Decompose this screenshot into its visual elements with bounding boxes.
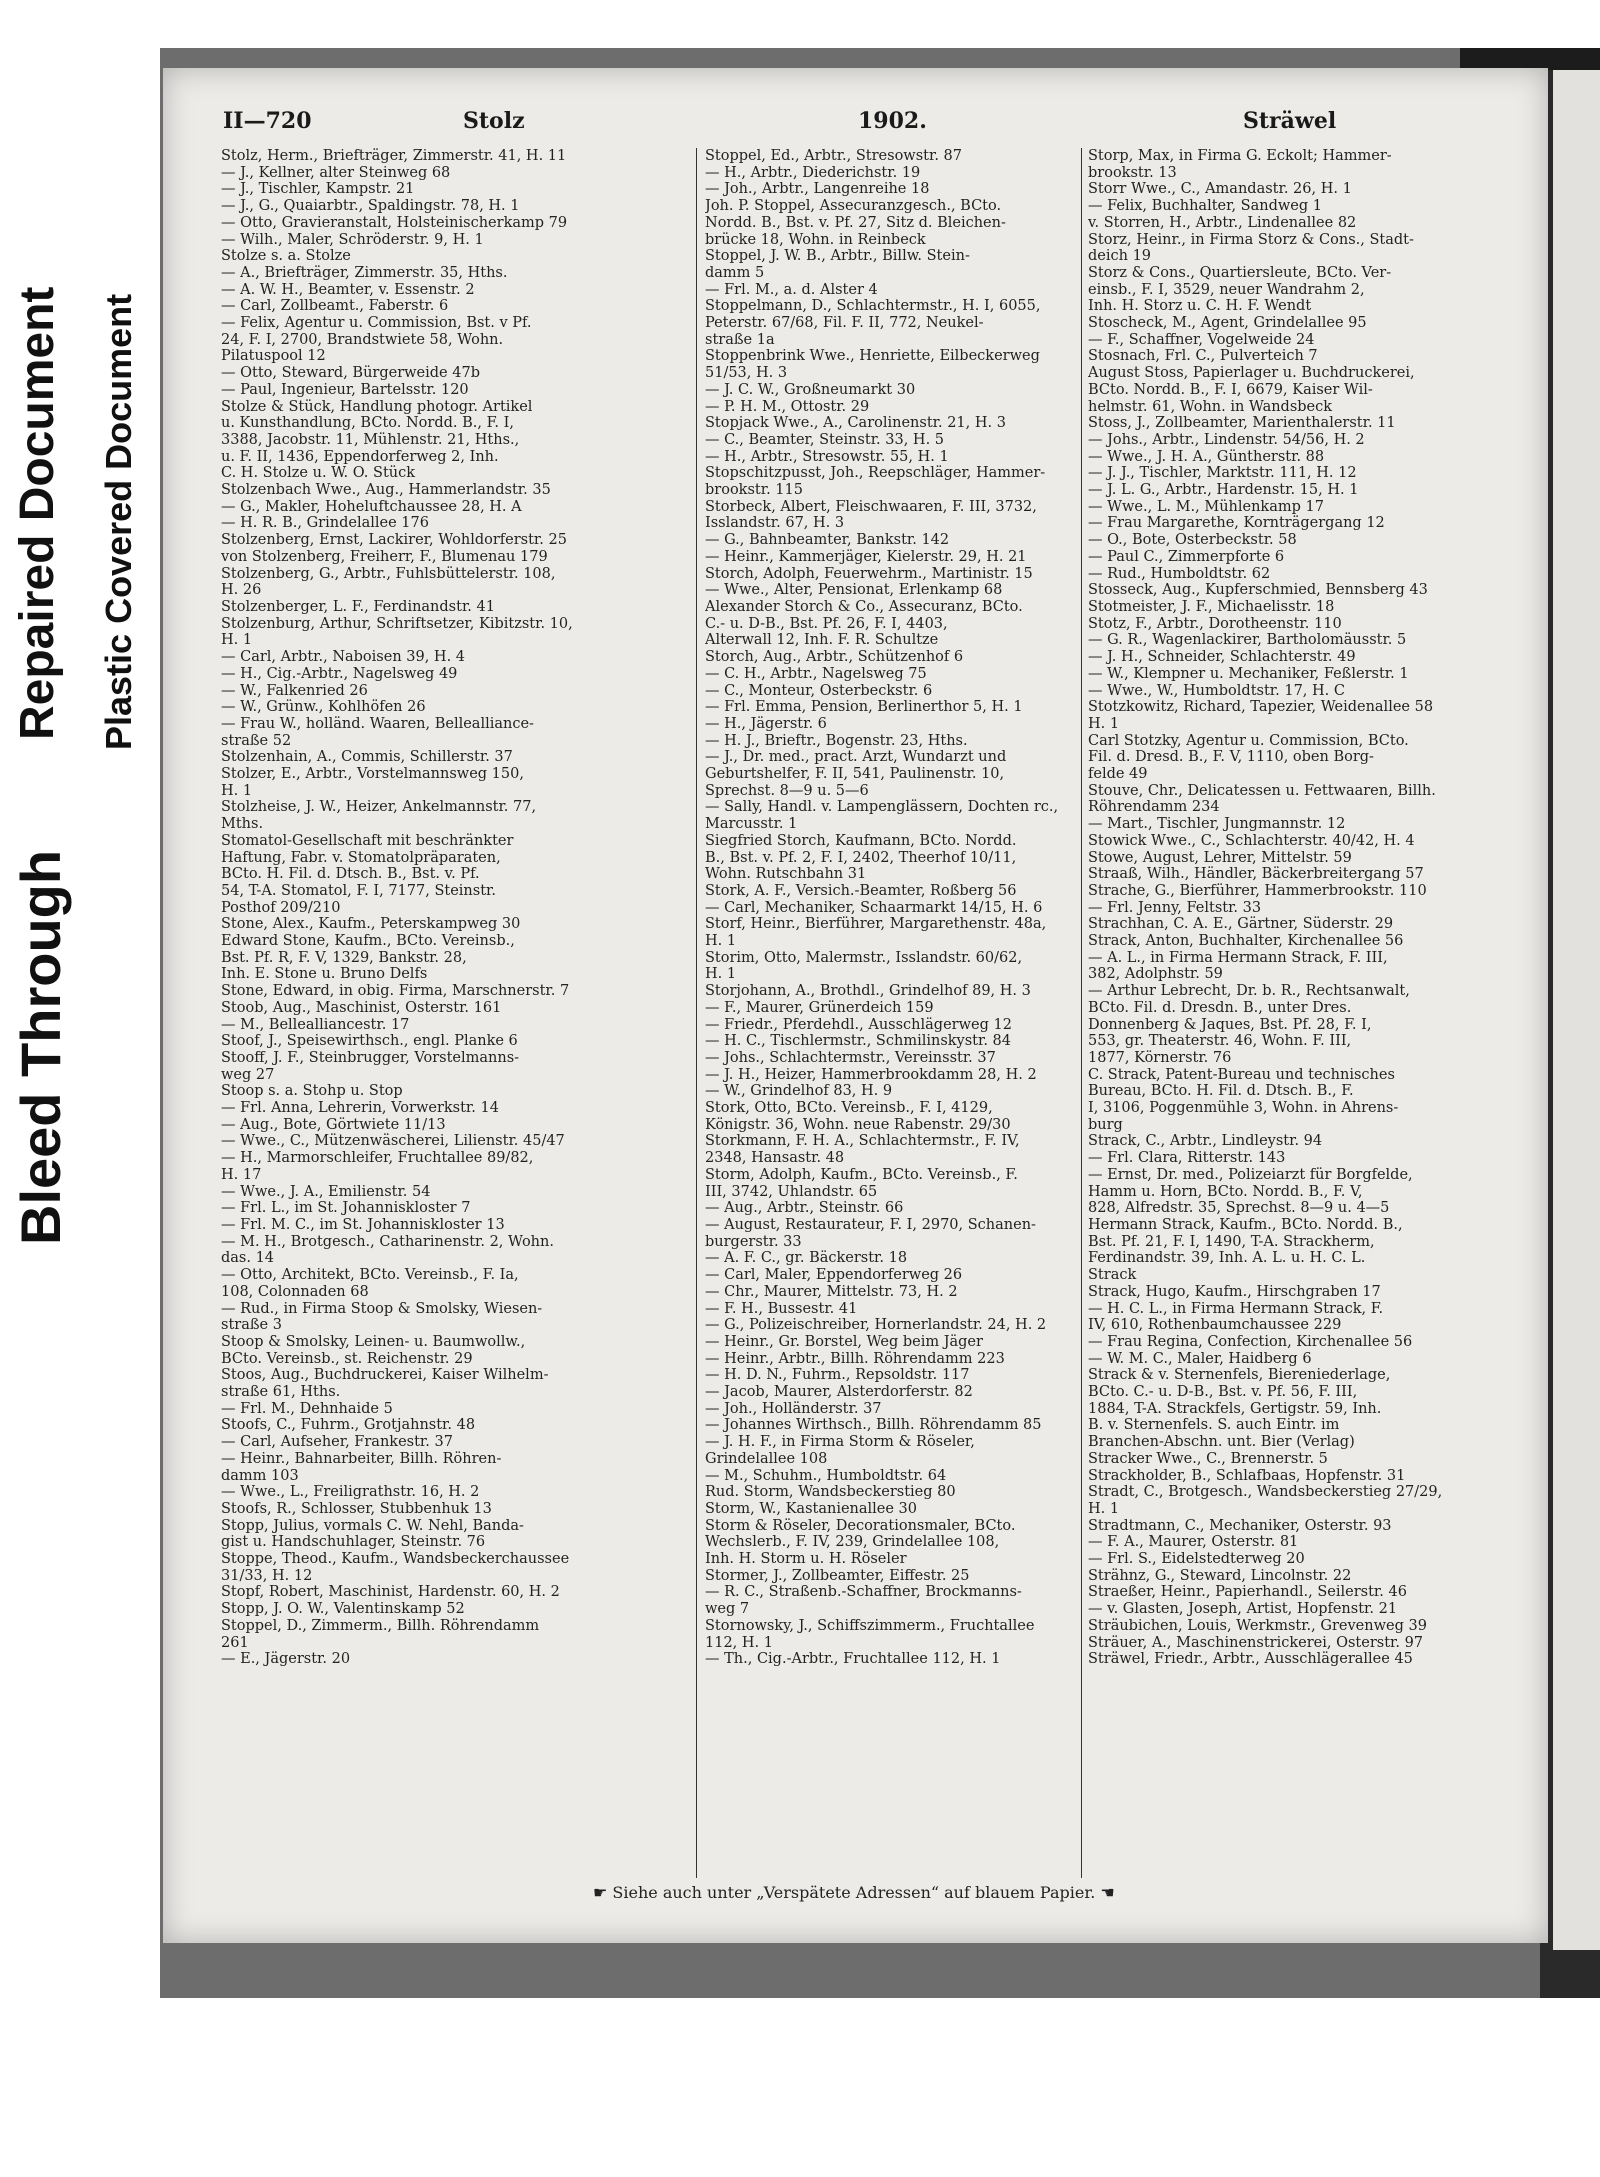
- directory-entry: Straaß, Wilh., Händler, Bäckerbreitergang 57: [1088, 866, 1424, 883]
- directory-entry: — Otto, Steward, Bürgerweide 47b: [221, 365, 480, 382]
- directory-entry: C. Strack, Patent-Bureau und technisches: [1088, 1066, 1395, 1083]
- directory-entry: Storr Wwe., C., Amandastr. 26, H. 1: [1088, 181, 1352, 198]
- directory-entry: Stolzheise, J. W., Heizer, Ankelmannstr. 77,: [221, 799, 537, 816]
- directory-entry: — J., Kellner, alter Steinweg 68: [221, 164, 451, 181]
- directory-entry: Stoppel, Ed., Arbtr., Stresowstr. 87: [705, 148, 962, 164]
- directory-entry: — Wwe., Alter, Pensionat, Erlenkamp 68: [705, 582, 1003, 599]
- directory-entry: — Johannes Wirthsch., Billh. Röhrendamm 85: [705, 1417, 1042, 1434]
- directory-entry: Stoscheck, M., Agent, Grindelallee 95: [1088, 315, 1367, 332]
- directory-entry: — J., G., Quaiarbtr., Spaldingstr. 78, H. 1: [221, 198, 520, 215]
- directory-entry: Stoop & Smolsky, Leinen- u. Baumwollw.,: [221, 1333, 526, 1350]
- directory-entry: C. H. Stolze u. W. O. Stück: [221, 465, 416, 482]
- directory-entry: — W., Klempner u. Mechaniker, Feßlerstr. 1: [1088, 665, 1409, 682]
- directory-entry: — Frl. M. C., im St. Johanniskloster 13: [221, 1217, 505, 1233]
- directory-entry: brookstr. 13: [1088, 164, 1177, 181]
- directory-entry: — C., Beamter, Steinstr. 33, H. 5: [705, 431, 945, 448]
- directory-entry: — M., Schuhm., Humboldtstr. 64: [705, 1467, 947, 1484]
- directory-entry: straße 3: [221, 1317, 282, 1334]
- directory-entry: — Felix, Agentur u. Commission, Bst. v Pf.: [221, 315, 532, 332]
- directory-entry: Stoppel, J. W. B., Arbtr., Billw. Stein-: [705, 248, 970, 265]
- directory-entry: — C. H., Arbtr., Nagelsweg 75: [705, 665, 927, 682]
- directory-entry: Strack, Anton, Buchhalter, Kirchenallee 56: [1088, 933, 1404, 950]
- directory-entry: 3388, Jacobstr. 11, Mühlenstr. 21, Hths.,: [221, 431, 520, 448]
- directory-entry: Strack, Hugo, Kaufm., Hirschgraben 17: [1088, 1283, 1381, 1300]
- directory-entry: 51/53, H. 3: [705, 365, 788, 382]
- directory-entry: — W., Grindelhof 83, H. 9: [705, 1083, 893, 1100]
- directory-entry: — A., Briefträger, Zimmerstr. 35, Hths.: [221, 264, 508, 281]
- directory-entry: Stoob, Aug., Maschinist, Osterstr. 161: [221, 999, 502, 1016]
- directory-entry: Stopschitzpusst, Joh., Reepschläger, Hammer-: [705, 465, 1046, 482]
- directory-entry: — Frl. L., im St. Johanniskloster 7: [221, 1200, 471, 1217]
- directory-entry: deich 19: [1088, 248, 1152, 265]
- directory-entry: — Paul C., Zimmerpforte 6: [1088, 548, 1285, 565]
- directory-entry: Stotz, F., Arbtr., Dorotheenstr. 110: [1088, 615, 1342, 632]
- directory-entry: — A. W. H., Beamter, v. Essenstr. 2: [221, 281, 475, 298]
- directory-entry: — J. H., Heizer, Hammerbrookdamm 28, H. 2: [705, 1066, 1037, 1083]
- directory-entry: Stornowsky, J., Schiffszimmerm., Fruchtallee: [705, 1617, 1035, 1634]
- directory-entry: — J., Tischler, Kampstr. 21: [221, 181, 415, 198]
- directory-entry: Stosnach, Frl. C., Pulverteich 7: [1088, 348, 1318, 365]
- directory-entry: BCto. C.- u. D-B., Bst. v. Pf. 56, F. III,: [1088, 1384, 1358, 1401]
- directory-entry: — Aug., Bote, Görtwiete 11/13: [221, 1116, 446, 1133]
- directory-entry: Bureau, BCto. H. Fil. d. Dtsch. B., F.: [1088, 1083, 1354, 1100]
- directory-entry: 382, Adolphstr. 59: [1088, 966, 1223, 983]
- directory-entry: — O., Bote, Osterbeckstr. 58: [1088, 532, 1297, 549]
- directory-entry: — M., Bellealliancestr. 17: [221, 1016, 410, 1033]
- directory-entry: von Stolzenberg, Freiherr, F., Blumenau 179: [221, 548, 548, 565]
- directory-entry: 108, Colonnaden 68: [221, 1283, 369, 1300]
- directory-entry: Branchen-Abschn. unt. Bier (Verlag): [1088, 1434, 1355, 1451]
- directory-entry: — Frl. M., Dehnhaide 5: [221, 1400, 393, 1417]
- directory-entry: 1877, Körnerstr. 76: [1088, 1049, 1232, 1066]
- directory-entry: Rud. Storm, Wandsbeckerstieg 80: [705, 1484, 956, 1501]
- directory-entry: Stotzkowitz, Richard, Tapezier, Weidenallee 58: [1088, 699, 1434, 716]
- directory-entry: weg 7: [705, 1601, 750, 1618]
- directory-entry: Strack, C., Arbtr., Lindleystr. 94: [1088, 1133, 1323, 1150]
- directory-entry: brookstr. 115: [705, 482, 803, 499]
- directory-entry: — J. H., Schneider, Schlachterstr. 49: [1088, 649, 1356, 666]
- directory-entry: Joh. P. Stoppel, Assecuranzgesch., BCto.: [705, 198, 1002, 215]
- directory-entry: straße 61, Hths.: [221, 1384, 341, 1401]
- directory-entry: helmstr. 61, Wohn. in Wandsbeck: [1088, 398, 1333, 415]
- directory-entry: — R. C., Straßenb.-Schaffner, Brockmanns-: [705, 1584, 1022, 1601]
- directory-entry: — Frl. Anna, Lehrerin, Vorwerkstr. 14: [221, 1100, 499, 1117]
- directory-entry: Stomatol-Gesellschaft mit beschränkter: [221, 832, 514, 849]
- directory-entry: — Wwe., W., Humboldtstr. 17, H. C: [1088, 682, 1345, 699]
- directory-entry: I, 3106, Poggenmühle 3, Wohn. in Ahrens-: [1088, 1100, 1399, 1117]
- plastic-covered-label: Plastic Covered Document: [98, 293, 139, 750]
- directory-entry: Storm & Röseler, Decorationsmaler, BCto.: [705, 1517, 1016, 1534]
- directory-entry: Straeßer, Heinr., Papierhandl., Seilerstr. 46: [1088, 1584, 1407, 1601]
- directory-entry: C.- u. D-B., Bst. Pf. 26, F. I, 4403,: [705, 615, 948, 632]
- directory-entry: H. 1: [1088, 1500, 1120, 1517]
- directory-entry: Wechslerb., F. IV, 239, Grindelallee 108,: [705, 1534, 1000, 1551]
- directory-entry: Strackholder, B., Schlafbaas, Hopfenstr. 31: [1088, 1467, 1406, 1484]
- directory-entry: Siegfried Storch, Kaufmann, BCto. Nordd.: [705, 832, 1017, 849]
- directory-entry: Stopp, J. O. W., Valentinskamp 52: [221, 1601, 465, 1618]
- directory-entry: H. 1: [221, 782, 253, 799]
- top-margin-strip: [0, 0, 1600, 48]
- directory-entry: — M. H., Brotgesch., Catharinenstr. 2, Wohn.: [221, 1233, 554, 1250]
- directory-entry: — H., Cig.-Arbtr., Nagelsweg 49: [221, 665, 458, 682]
- directory-entry: Stone, Edward, in obig. Firma, Marschnerstr. 7: [221, 983, 570, 1000]
- directory-entry: — H. J., Brieftr., Bogenstr. 23, Hths.: [705, 732, 968, 749]
- directory-entry: Stowick Wwe., C., Schlachterstr. 40/42, H. 4: [1088, 832, 1415, 849]
- directory-entry: Stolzenberger, L. F., Ferdinandstr. 41: [221, 598, 495, 615]
- directory-entry: Strack: [1088, 1267, 1137, 1284]
- directory-entry: BCto. H. Fil. d. Dtsch. B., Bst. v. Pf.: [221, 866, 480, 883]
- directory-entry: damm 103: [221, 1467, 299, 1484]
- directory-entry: Posthof 209/210: [221, 899, 341, 916]
- directory-entry: Fil. d. Dresd. B., F. V, 1110, oben Borg-: [1088, 749, 1374, 766]
- directory-entry: Königstr. 36, Wohn. neue Rabenstr. 29/30: [705, 1116, 1011, 1133]
- footnote: ☛ Siehe auch unter „Verspätete Adressen“ auf blauem Papier. ☚: [593, 1883, 1115, 1902]
- directory-entry: — H., Arbtr., Stresowstr. 55, H. 1: [705, 448, 949, 465]
- directory-entry: — Frl. S., Eidelstedterweg 20: [1088, 1551, 1305, 1568]
- directory-entry: — Chr., Maurer, Mittelstr. 73, H. 2: [705, 1283, 958, 1300]
- directory-entry: — J. C. W., Großneumarkt 30: [705, 381, 916, 398]
- directory-entry: 24, F. I, 2700, Brandstwiete 58, Wohn.: [221, 331, 504, 348]
- directory-entry: felde 49: [1088, 766, 1148, 783]
- directory-entry: — Wwe., C., Mützenwäscherei, Lilienstr. 45/47: [221, 1133, 565, 1150]
- directory-entry: — Rud., Humboldtstr. 62: [1088, 565, 1271, 582]
- directory-entry: — J. H. F., in Firma Storm & Röseler,: [705, 1434, 975, 1451]
- directory-entry: Storp, Max, in Firma G. Eckolt; Hammer-: [1088, 148, 1392, 164]
- directory-entry: IV, 610, Rothenbaumchaussee 229: [1088, 1317, 1342, 1334]
- directory-entry: — Th., Cig.-Arbtr., Fruchtallee 112, H. 1: [705, 1651, 1001, 1668]
- directory-entry: Inh. H. Storm u. H. Röseler: [705, 1551, 907, 1568]
- directory-entry: Strack & v. Sternenfels, Biereniederlage,: [1088, 1367, 1391, 1384]
- directory-entry: — H. C., Tischlermstr., Schmilinskystr. 84: [705, 1033, 1012, 1050]
- directory-entry: Stoppe, Theod., Kaufm., Wandsbeckerchaussee: [221, 1551, 570, 1568]
- directory-entry: Stosseck, Aug., Kupferschmied, Bennsberg 43: [1088, 582, 1428, 599]
- directory-entry: — F. H., Bussestr. 41: [705, 1300, 858, 1317]
- directory-entry: gist u. Handschuhlager, Steinstr. 76: [221, 1534, 486, 1551]
- directory-entry: Stork, Otto, BCto. Vereinsb., F. I, 4129,: [705, 1100, 993, 1117]
- directory-entry: — Wwe., L., Freiligrathstr. 16, H. 2: [221, 1484, 480, 1501]
- directory-entry: Stoofs, R., Schlosser, Stubbenhuk 13: [221, 1500, 492, 1517]
- directory-entry: August Stoss, Papierlager u. Buchdruckerei,: [1088, 365, 1415, 382]
- directory-entry: — Otto, Architekt, BCto. Vereinsb., F. Ia,: [221, 1267, 519, 1284]
- directory-entry: Hermann Strack, Kaufm., BCto. Nordd. B.,: [1088, 1217, 1403, 1233]
- directory-entry: — Joh., Arbtr., Langenreihe 18: [705, 181, 930, 198]
- directory-entry: Stowe, August, Lehrer, Mittelstr. 59: [1088, 849, 1352, 866]
- directory-entry: — Arthur Lebrecht, Dr. b. R., Rechtsanwalt,: [1088, 983, 1410, 1000]
- directory-entry: — Felix, Buchhalter, Sandweg 1: [1088, 198, 1322, 215]
- directory-entry: Stolz, Herm., Briefträger, Zimmerstr. 41, H. 11: [221, 148, 567, 164]
- directory-entry: — J. L. G., Arbtr., Hardenstr. 15, H. 1: [1088, 482, 1359, 499]
- directory-entry: Sträubichen, Louis, Werkmstr., Grevenweg 39: [1088, 1617, 1427, 1634]
- directory-entry: Stolze & Stück, Handlung photogr. Artikel: [221, 398, 533, 415]
- directory-entry: — W. M. C., Maler, Haidberg 6: [1088, 1350, 1312, 1367]
- directory-entry: 1884, T-A. Strackfels, Gertigstr. 59, Inh.: [1088, 1400, 1382, 1417]
- directory-entry: Wohn. Rutschbahn 31: [705, 866, 867, 883]
- directory-entry: Alterwall 12, Inh. F. R. Schultze: [705, 632, 939, 649]
- directory-entry: Grindelallee 108: [705, 1450, 828, 1467]
- directory-entry: Stone, Alex., Kaufm., Peterskampweg 30: [221, 916, 521, 933]
- directory-entry: — Frau Margarethe, Kornträgergang 12: [1088, 515, 1385, 532]
- directory-entry: Stradtmann, C., Mechaniker, Osterstr. 93: [1088, 1517, 1392, 1534]
- directory-entry: Bst. Pf. 21, F. I, 1490, T-A. Strackherm,: [1088, 1233, 1375, 1250]
- directory-entry: Stormer, J., Zollbeamter, Eiffestr. 25: [705, 1567, 970, 1584]
- directory-entry: — Friedr., Pferdehdl., Ausschlägerweg 12: [705, 1016, 1012, 1033]
- directory-entry: — H., Marmorschleifer, Fruchtallee 89/82,: [221, 1150, 534, 1167]
- directory-entry: brücke 18, Wohn. in Reinbeck: [705, 231, 926, 248]
- directory-entry: Carl Stotzky, Agentur u. Commission, BCto.: [1088, 732, 1409, 749]
- directory-entry: Storf, Heinr., Bierführer, Margarethenstr. 48a,: [705, 916, 1047, 933]
- page-number: II—720: [223, 108, 312, 134]
- directory-entry: 261: [221, 1634, 249, 1651]
- directory-entry: — J. J., Tischler, Marktstr. 111, H. 12: [1088, 465, 1357, 482]
- directory-entry: 31/33, H. 12: [221, 1567, 313, 1584]
- directory-entry: Isslandstr. 67, H. 3: [705, 515, 845, 532]
- directory-entry: Strache, G., Bierführer, Hammerbrookstr. 110: [1088, 882, 1427, 899]
- directory-entry: — Aug., Arbtr., Steinstr. 66: [705, 1200, 904, 1217]
- directory-entry: Storbeck, Albert, Fleischwaaren, F. III, 3732,: [705, 498, 1037, 515]
- column-3: [1088, 148, 1498, 1668]
- directory-entry: — A. F. C., gr. Bäckerstr. 18: [705, 1250, 908, 1267]
- column-divider: [696, 148, 697, 1878]
- directory-entry: — G., Bahnbeamter, Bankstr. 142: [705, 532, 950, 549]
- directory-entry: Stolze s. a. Stolze: [221, 248, 351, 265]
- directory-entry: — H., Arbtr., Diederichstr. 19: [705, 164, 921, 181]
- directory-entry: — Rud., in Firma Stoop & Smolsky, Wiesen-: [221, 1300, 543, 1317]
- directory-entry: Röhrendamm 234: [1088, 799, 1220, 816]
- directory-entry: — C., Monteur, Osterbeckstr. 6: [705, 682, 933, 699]
- directory-entry: — Joh., Holländerstr. 37: [705, 1400, 882, 1417]
- directory-entry: Stouve, Chr., Delicatessen u. Fettwaaren, Billh.: [1088, 782, 1436, 799]
- directory-entry: einsb., F. I, 3529, neuer Wandrahm 2,: [1088, 281, 1365, 298]
- directory-entry: — Frau Regina, Confection, Kirchenallee 56: [1088, 1333, 1413, 1350]
- directory-entry: Stradt, C., Brotgesch., Wandsbeckerstieg 27/29,: [1088, 1484, 1443, 1501]
- directory-entry: B. v. Sternenfels. S. auch Eintr. im: [1088, 1417, 1340, 1434]
- directory-entry: Inh. E. Stone u. Bruno Delfs: [221, 966, 428, 983]
- directory-entry: — F., Schaffner, Vogelweide 24: [1088, 331, 1315, 348]
- directory-entry: Strähnz, G., Steward, Lincolnstr. 22: [1088, 1567, 1352, 1584]
- directory-entry: Stolzer, E., Arbtr., Vorstelmannsweg 150,: [221, 766, 524, 783]
- header-first-name: Stolz: [463, 108, 525, 134]
- directory-entry: Storjohann, A., Brothdl., Grindelhof 89, H. 3: [705, 983, 1031, 1000]
- repaired-document-label: Repaired Document: [11, 286, 64, 740]
- directory-entry: — Johs., Schlachtermstr., Vereinsstr. 37: [705, 1049, 996, 1066]
- directory-entry: straße 52: [221, 732, 292, 749]
- directory-entry: Bst. Pf. R, F. V, 1329, Bankstr. 28,: [221, 949, 467, 966]
- directory-entry: Storch, Aug., Arbtr., Schützenhof 6: [705, 649, 964, 666]
- directory-entry: Stoof, J., Speisewirthsch., engl. Planke 6: [221, 1033, 518, 1050]
- directory-entry: Stoppel, D., Zimmerm., Billh. Röhrendamm: [221, 1617, 540, 1634]
- directory-entry: Stoos, Aug., Buchdruckerei, Kaiser Wilhelm-: [221, 1367, 549, 1384]
- directory-entry: Stoppelmann, D., Schlachtermstr., H. I, 6055,: [705, 298, 1041, 315]
- directory-entry: Stork, A. F., Versich.-Beamter, Roßberg 56: [705, 882, 1017, 899]
- directory-entry: — H., Jägerstr. 6: [705, 715, 827, 732]
- directory-entry: u. Kunsthandlung, BCto. Nordd. B., F. I,: [221, 415, 514, 432]
- directory-entry: — G., Makler, Hoheluftchaussee 28, H. A: [221, 498, 522, 515]
- directory-entry: Storm, Adolph, Kaufm., BCto. Vereinsb., F.: [705, 1166, 1018, 1183]
- directory-entry: Sträuer, A., Maschinenstrickerei, Osterstr. 97: [1088, 1634, 1424, 1651]
- directory-entry: — E., Jägerstr. 20: [221, 1651, 351, 1668]
- directory-entry: — H. D. N., Fuhrm., Repsoldstr. 117: [705, 1367, 970, 1384]
- directory-entry: burgerstr. 33: [705, 1233, 802, 1250]
- directory-entry: u. F. II, 1436, Eppendorferweg 2, Inh.: [221, 448, 499, 465]
- directory-entry: Hamm u. Horn, BCto. Nordd. B., F. V,: [1088, 1183, 1363, 1200]
- directory-entry: Sträwel, Friedr., Arbtr., Ausschlägerallee 45: [1088, 1651, 1413, 1668]
- directory-entry: — Frau W., holländ. Waaren, Bellealliance-: [221, 715, 534, 732]
- directory-entry: H. 1: [221, 632, 253, 649]
- directory-entry: Storz & Cons., Quartiersleute, BCto. Ver-: [1088, 264, 1392, 281]
- directory-entry: — Johs., Arbtr., Lindenstr. 54/56, H. 2: [1088, 431, 1365, 448]
- directory-entry: H. 1: [705, 966, 737, 983]
- directory-entry: — Paul, Ingenieur, Bartelsstr. 120: [221, 381, 469, 398]
- directory-entry: — Carl, Mechaniker, Schaarmarkt 14/15, H. 6: [705, 899, 1043, 916]
- directory-entry: — Jacob, Maurer, Alsterdorferstr. 82: [705, 1384, 973, 1401]
- directory-entry: Stopp, Julius, vormals C. W. Nehl, Banda-: [221, 1517, 524, 1534]
- directory-entry: — Heinr., Arbtr., Billh. Röhrendamm 223: [705, 1350, 1005, 1367]
- directory-entry: — J., Dr. med., pract. Arzt, Wundarzt und: [705, 749, 1007, 766]
- directory-entry: Stopjack Wwe., A., Carolinenstr. 21, H. 3: [705, 415, 1006, 432]
- directory-entry: Storz, Heinr., in Firma Storz & Cons., Stadt-: [1088, 231, 1414, 248]
- directory-entry: H. 1: [705, 933, 737, 950]
- directory-entry: — G., Polizeischreiber, Hornerlandstr. 24, H. 2: [705, 1317, 1047, 1334]
- directory-entry: Donnenberg & Jaques, Bst. Pf. 28, F. I,: [1088, 1016, 1372, 1033]
- directory-entry: — F., Maurer, Grünerdeich 159: [705, 999, 934, 1016]
- directory-entry: — F. A., Maurer, Osterstr. 81: [1088, 1534, 1299, 1551]
- directory-entry: 553, gr. Theaterstr. 46, Wohn. F. III,: [1088, 1033, 1352, 1050]
- directory-entry: — Wwe., J. H. A., Güntherstr. 88: [1088, 448, 1325, 465]
- adjacent-page-edge: [1553, 70, 1600, 1950]
- directory-entry: — W., Grünw., Kohlhöfen 26: [221, 699, 426, 716]
- directory-entry: — Mart., Tischler, Jungmannstr. 12: [1088, 816, 1346, 833]
- directory-entry: das. 14: [221, 1250, 275, 1267]
- directory-entry: Alexander Storch & Co., Assecuranz, BCto.: [705, 598, 1023, 615]
- directory-entry: Sprechst. 8—9 u. 5—6: [705, 782, 869, 799]
- directory-entry: damm 5: [705, 264, 765, 281]
- directory-entry: — P. H. M., Ottostr. 29: [705, 398, 870, 415]
- directory-entry: — G. R., Wagenlackirer, Bartholomäusstr. 5: [1088, 632, 1407, 649]
- directory-entry: 54, T-A. Stomatol, F. I, 7177, Steinstr.: [221, 882, 496, 899]
- directory-entry: — Wwe., J. A., Emilienstr. 54: [221, 1183, 431, 1200]
- directory-entry: Pilatuspool 12: [221, 348, 326, 365]
- directory-entry: 828, Alfredstr. 35, Sprechst. 8—9 u. 4—5: [1088, 1200, 1390, 1217]
- directory-entry: H. 1: [1088, 715, 1120, 732]
- directory-entry: III, 3742, Uhlandstr. 65: [705, 1183, 878, 1200]
- directory-entry: Stotmeister, J. F., Michaelisstr. 18: [1088, 598, 1335, 615]
- directory-entry: 2348, Hansastr. 48: [705, 1150, 845, 1167]
- directory-entry: — W., Falkenried 26: [221, 682, 368, 699]
- directory-entry: Ferdinandstr. 39, Inh. A. L. u. H. C. L.: [1088, 1250, 1366, 1267]
- directory-entry: — v. Glasten, Joseph, Artist, Hopfenstr. 21: [1088, 1601, 1398, 1618]
- directory-entry: Geburtshelfer, F. II, 541, Paulinenstr. 10,: [705, 766, 1005, 783]
- directory-entry: — Carl, Zollbeamt., Faberstr. 6: [221, 298, 449, 315]
- directory-entry: Storm, W., Kastanienallee 30: [705, 1500, 918, 1517]
- directory-entry: Stoofs, C., Fuhrm., Grotjahnstr. 48: [221, 1417, 476, 1434]
- directory-entry: Storkmann, F. H. A., Schlachtermstr., F. IV,: [705, 1133, 1020, 1150]
- directory-entry: Strachhan, C. A. E., Gärtner, Süderstr. 29: [1088, 916, 1394, 933]
- directory-entry: — Heinr., Gr. Borstel, Weg beim Jäger: [705, 1333, 983, 1350]
- directory-entry: Stolzenberg, Ernst, Lackirer, Wohldorferstr. 25: [221, 532, 567, 549]
- directory-entry: v. Storren, H., Arbtr., Lindenallee 82: [1088, 214, 1357, 231]
- directory-entry: — Otto, Gravieranstalt, Holsteinischerkamp 79: [221, 214, 568, 231]
- directory-entry: — H. R. B., Grindelallee 176: [221, 515, 429, 532]
- directory-entry: Stolzenberg, G., Arbtr., Fuhlsbüttelerstr. 108,: [221, 565, 556, 582]
- directory-entry: Stoop s. a. Stohp u. Stop: [221, 1083, 403, 1100]
- scan-dark-corner: [1460, 48, 1600, 70]
- directory-entry: Mths.: [221, 816, 264, 833]
- directory-entry: Stolzenburg, Arthur, Schriftsetzer, Kibitzstr. 10,: [221, 615, 573, 632]
- directory-entry: H. 17: [221, 1166, 262, 1183]
- column-divider: [1081, 148, 1082, 1878]
- directory-entry: — Wwe., L. M., Mühlenkamp 17: [1088, 498, 1324, 515]
- directory-entry: — Sally, Handl. v. Lampenglässern, Dochten rc.,: [705, 799, 1059, 816]
- directory-entry: — Frl. Clara, Ritterstr. 143: [1088, 1150, 1286, 1167]
- directory-entry: — A. L., in Firma Hermann Strack, F. III,: [1088, 949, 1388, 966]
- directory-entry: — August, Restaurateur, F. I, 2970, Schanen-: [705, 1217, 1036, 1233]
- directory-entry: Nordd. B., Bst. v. Pf. 27, Sitz d. Bleichen-: [705, 214, 1006, 231]
- directory-entry: straße 1a: [705, 331, 775, 348]
- directory-entry: Peterstr. 67/68, Fil. F. II, 772, Neukel-: [705, 315, 984, 332]
- header-year: 1902.: [858, 108, 927, 134]
- directory-entry: BCto. Vereinsb., st. Reichenstr. 29: [221, 1350, 473, 1367]
- directory-entry: Stooff, J. F., Steinbrugger, Vorstelmanns-: [221, 1049, 520, 1066]
- directory-entry: Stracker Wwe., C., Brennerstr. 5: [1088, 1450, 1328, 1467]
- directory-entry: — H. C. L., in Firma Hermann Strack, F.: [1088, 1300, 1384, 1317]
- directory-entry: Stolzenbach Wwe., Aug., Hammerlandstr. 35: [221, 482, 551, 499]
- directory-entry: — Carl, Arbtr., Naboisen 39, H. 4: [221, 649, 466, 666]
- directory-entry: Inh. H. Storz u. C. H. F. Wendt: [1088, 298, 1312, 315]
- directory-entry: 112, H. 1: [705, 1634, 773, 1651]
- directory-entry: burg: [1088, 1116, 1123, 1133]
- directory-entry: — Heinr., Bahnarbeiter, Billh. Röhren-: [221, 1450, 502, 1467]
- directory-entry: Marcusstr. 1: [705, 816, 798, 833]
- directory-entry: — Ernst, Dr. med., Polizeiarzt für Borgfelde,: [1088, 1166, 1413, 1183]
- directory-entry: Storim, Otto, Malermstr., Isslandstr. 60/62,: [705, 949, 1023, 966]
- column-2: [705, 148, 1080, 1668]
- directory-entry: H. 26: [221, 582, 262, 599]
- directory-entry: Stopf, Robert, Maschinist, Hardenstr. 60, H. 2: [221, 1584, 560, 1601]
- column-1: [221, 148, 601, 1668]
- directory-entry: Stoppenbrink Wwe., Henriette, Eilbeckerweg: [705, 348, 1040, 365]
- header-last-name: Sträwel: [1243, 108, 1337, 134]
- directory-entry: Storch, Adolph, Feuerwehrm., Martinistr. 15: [705, 565, 1033, 582]
- directory-entry: Stolzenhain, A., Commis, Schillerstr. 37: [221, 749, 513, 766]
- directory-entry: — Frl. Jenny, Feltstr. 33: [1088, 899, 1262, 916]
- bleed-through-label: Bleed Through: [9, 849, 72, 1245]
- directory-entry: — Wilh., Maler, Schröderstr. 9, H. 1: [221, 231, 484, 248]
- directory-entry: — Frl. Emma, Pension, Berlinerthor 5, H. 1: [705, 699, 1023, 716]
- directory-entry: Stoss, J., Zollbeamter, Marienthalerstr. 11: [1088, 415, 1396, 432]
- directory-entry: weg 27: [221, 1066, 275, 1083]
- directory-page: [163, 68, 1548, 1943]
- directory-entry: — Carl, Maler, Eppendorferweg 26: [705, 1267, 963, 1284]
- directory-entry: B., Bst. v. Pf. 2, F. I, 2402, Theerhof 10/11,: [705, 849, 1017, 866]
- directory-entry: Edward Stone, Kaufm., BCto. Vereinsb.,: [221, 933, 515, 950]
- directory-entry: BCto. Nordd. B., F. I, 6679, Kaiser Wil-: [1088, 381, 1373, 398]
- directory-entry: — Frl. M., a. d. Alster 4: [705, 281, 878, 298]
- directory-entry: Haftung, Fabr. v. Stomatolpräparaten,: [221, 849, 501, 866]
- directory-entry: BCto. Fil. d. Dresdn. B., unter Dres.: [1088, 999, 1352, 1016]
- directory-entry: — Heinr., Kammerjäger, Kielerstr. 29, H. 21: [705, 548, 1027, 565]
- directory-entry: — Carl, Aufseher, Frankestr. 37: [221, 1434, 453, 1451]
